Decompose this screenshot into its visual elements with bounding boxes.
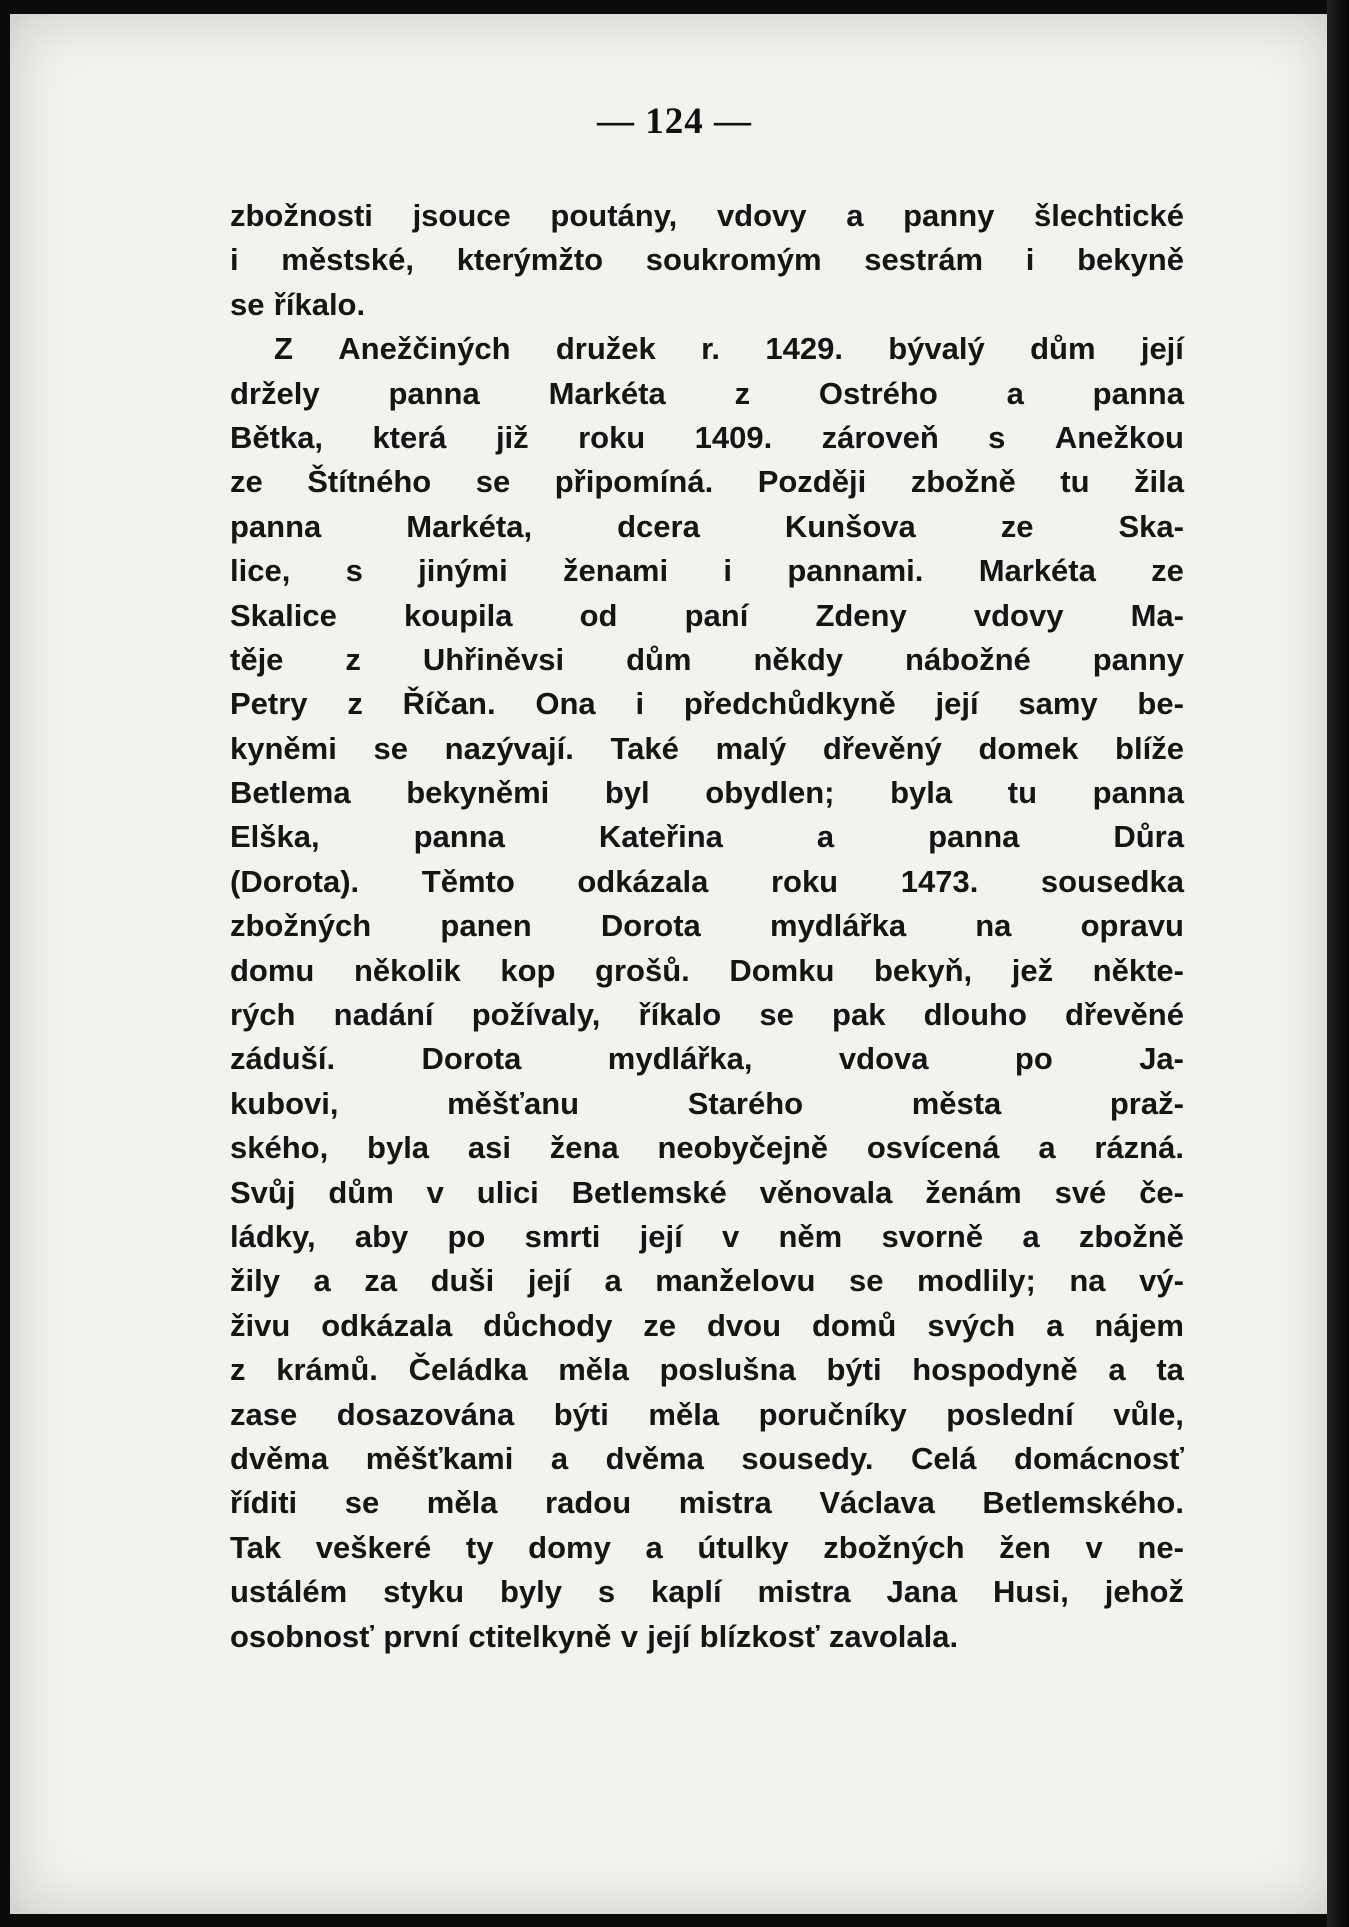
text-line — [230, 771, 1184, 815]
text-word: Skalice — [230, 597, 337, 633]
text-word: Kateřina — [598, 819, 723, 855]
text-word: nábožné — [905, 641, 1031, 677]
text-word: z — [345, 641, 361, 677]
text-word: Jana — [886, 1574, 958, 1610]
text-word: bekyněmi — [406, 775, 550, 811]
text-word: r. — [701, 331, 721, 367]
text-line — [230, 1437, 1184, 1481]
text-word: Tak — [230, 1529, 282, 1565]
text-word: své — [1054, 1174, 1107, 1210]
text-word: dlouho — [923, 997, 1027, 1033]
text-word: dvěma — [230, 1440, 329, 1476]
text-word: a — [1022, 1218, 1040, 1254]
text-word: Celá — [911, 1440, 977, 1476]
text-word: a — [1006, 375, 1024, 411]
text-word: která — [372, 419, 447, 455]
text-word: z — [230, 1352, 246, 1388]
text-word: se — [475, 464, 511, 500]
text-word: i — [723, 553, 733, 589]
text-word: modlily; — [917, 1263, 1036, 1299]
text-word: Ja- — [1139, 1041, 1184, 1077]
text-word: její — [1140, 331, 1184, 367]
text-word: mydlářka — [769, 908, 907, 944]
text-word: z — [734, 375, 751, 411]
text-word: veškeré — [315, 1529, 432, 1565]
text-word: koupila — [403, 597, 513, 633]
text-word: od — [579, 597, 618, 633]
text-word: měla — [426, 1485, 498, 1521]
text-word: říditi — [230, 1485, 298, 1521]
text-word: její — [647, 1618, 691, 1654]
page-number: — 124 — — [597, 101, 752, 142]
text-word: roku — [578, 419, 646, 455]
text-word: těje — [230, 641, 284, 677]
text-word: žena — [549, 1130, 619, 1166]
text-word: bekyně — [1077, 242, 1184, 278]
text-word: její — [639, 1218, 683, 1254]
text-word: jehož — [1104, 1574, 1184, 1610]
text-word: opravu — [1080, 908, 1184, 944]
text-word: zbožných — [823, 1529, 965, 1565]
text-word: poručníky — [758, 1396, 907, 1432]
text-word: domů — [812, 1307, 897, 1343]
text-line — [230, 1526, 1184, 1570]
text-word: ženám — [925, 1174, 1022, 1210]
text-word: domácnosť — [1014, 1440, 1184, 1476]
text-word: Betlemské — [571, 1174, 727, 1210]
text-word: měšťanu — [447, 1085, 580, 1121]
text-word: Husi, — [993, 1574, 1069, 1610]
text-word: mistra — [757, 1574, 851, 1610]
text-word: a — [816, 819, 835, 855]
text-word: malý — [715, 730, 787, 766]
text-word: dům — [1030, 331, 1096, 367]
text-word: měla — [648, 1396, 720, 1432]
text-word: Bětka, — [230, 419, 324, 455]
text-word: byla — [367, 1130, 430, 1166]
text-word: kyněmi — [230, 730, 337, 766]
text-word: Čeládka — [408, 1352, 528, 1388]
text-word: Anežčiných — [338, 331, 511, 367]
text-word: blízkosť — [699, 1618, 820, 1654]
text-word: osvícená — [866, 1130, 1000, 1166]
text-line — [230, 460, 1184, 504]
text-word: soukromým — [645, 242, 822, 278]
text-word: zavolala. — [828, 1618, 959, 1654]
text-line — [230, 638, 1184, 682]
page-edge-shadow — [1327, 0, 1349, 1927]
text-word: družek — [555, 331, 656, 367]
text-word: býti — [553, 1396, 609, 1432]
text-word: ctitelkyně — [468, 1618, 612, 1654]
text-word: někdy — [753, 641, 844, 677]
text-word: domy — [528, 1529, 611, 1565]
text-word: a — [846, 198, 864, 233]
text-word: Domku — [729, 952, 835, 988]
text-word: věnovala — [759, 1174, 893, 1210]
text-word: Štítného — [307, 464, 432, 500]
text-word: obydlen; — [705, 775, 835, 811]
text-word: Později — [757, 464, 867, 500]
text-word: asi — [467, 1130, 511, 1166]
text-word: i — [1025, 242, 1035, 278]
text-line — [230, 1481, 1184, 1525]
text-word: vdova — [838, 1041, 929, 1077]
text-word: se — [230, 286, 265, 322]
text-line — [230, 416, 1184, 460]
text-word: Těmto — [421, 863, 515, 899]
text-word: ustálém — [230, 1574, 348, 1610]
text-word: ty — [465, 1529, 494, 1565]
text-word: dosazována — [336, 1396, 515, 1432]
text-word: sousedka — [1040, 863, 1184, 899]
text-word: se — [848, 1263, 884, 1299]
text-line — [230, 1215, 1184, 1259]
text-word: dřevěné — [1065, 997, 1184, 1033]
text-line — [230, 1082, 1184, 1126]
text-word: poslušna — [659, 1352, 796, 1388]
text-word: dvou — [706, 1307, 782, 1343]
text-word: ne- — [1137, 1529, 1184, 1565]
text-word: vdovy — [973, 597, 1064, 633]
text-word: rých — [230, 997, 296, 1033]
text-line — [230, 860, 1184, 904]
text-word: mydlářka, — [607, 1041, 753, 1077]
text-word: záduší. — [230, 1041, 336, 1077]
text-word: města — [911, 1085, 1002, 1121]
text-line — [230, 238, 1184, 282]
text-word: kterýmžto — [456, 242, 604, 278]
text-word: jinými — [418, 553, 508, 589]
text-word: Ska- — [1118, 508, 1184, 544]
text-word: v — [426, 1174, 444, 1210]
text-line — [230, 505, 1184, 549]
text-word: Markéta — [978, 553, 1096, 589]
text-word: zároveň — [821, 419, 939, 455]
text-line — [230, 949, 1184, 993]
text-word: Kunšova — [784, 508, 916, 544]
text-word: ta — [1156, 1352, 1184, 1388]
text-word: vdovy — [716, 198, 807, 233]
text-word: dvěma — [605, 1440, 704, 1476]
text-word: za — [364, 1263, 398, 1299]
text-word: Elška, — [230, 819, 320, 855]
text-line — [230, 904, 1184, 948]
text-word: panny — [1092, 641, 1184, 677]
text-word: Zdeny — [815, 597, 907, 633]
text-word: Václava — [819, 1485, 935, 1521]
text-word: radou — [545, 1485, 632, 1521]
text-line — [230, 594, 1184, 638]
text-word: ženami — [563, 553, 669, 589]
text-word: pannami. — [787, 553, 924, 589]
text-word: dřevěný — [822, 730, 942, 766]
text-word: ládky, — [230, 1218, 316, 1254]
text-word: panen — [440, 908, 532, 944]
text-word: na — [1069, 1263, 1106, 1299]
text-line — [230, 1304, 1184, 1348]
text-word: byla — [890, 775, 953, 811]
text-line — [230, 549, 1184, 593]
text-line — [230, 283, 1184, 327]
text-word: říkalo. — [273, 286, 366, 322]
text-word: zbožných — [230, 908, 372, 944]
text-word: útulky — [697, 1529, 789, 1565]
text-word: kop — [500, 952, 556, 988]
text-word: sestrám — [864, 242, 984, 278]
text-word: smrti — [524, 1218, 601, 1254]
text-word: žila — [1134, 464, 1184, 500]
text-word: osobnosť — [230, 1618, 375, 1654]
text-word: městské, — [281, 242, 415, 278]
text-word: bývalý — [888, 331, 985, 367]
text-word: pak — [832, 997, 886, 1033]
text-word: a — [550, 1440, 569, 1476]
text-word: odkázala — [577, 863, 709, 899]
text-word: Dorota — [600, 908, 701, 944]
text-line — [230, 815, 1184, 859]
text-word: 1409. — [694, 419, 773, 455]
text-line — [230, 372, 1184, 416]
text-word: lice, — [230, 553, 291, 589]
text-word: zbožně — [1078, 1218, 1184, 1254]
text-word: něm — [778, 1218, 843, 1254]
text-word: říkalo — [638, 997, 722, 1033]
text-line — [230, 327, 1184, 371]
text-word: (Dorota). — [230, 863, 360, 899]
text-word: v — [1085, 1529, 1103, 1565]
text-word: v — [620, 1618, 638, 1654]
text-line — [230, 1037, 1184, 1081]
text-word: a — [313, 1263, 331, 1299]
text-word: kubovi, — [230, 1085, 339, 1121]
text-line — [230, 1615, 1184, 1659]
text-word: hospodyně — [912, 1352, 1078, 1388]
text-word: krámů. — [276, 1352, 378, 1388]
text-word: poslední — [946, 1396, 1074, 1432]
text-word: neobyčejně — [657, 1130, 829, 1166]
text-word: důchody — [483, 1307, 613, 1343]
text-word: se — [759, 997, 794, 1033]
text-word: a — [1046, 1307, 1064, 1343]
text-line — [230, 682, 1184, 726]
text-line — [230, 993, 1184, 1037]
text-word: kaplí — [651, 1574, 722, 1610]
text-word: panna — [928, 819, 1020, 855]
text-word: sousedy. — [741, 1440, 874, 1476]
text-word: Ostrého — [818, 375, 938, 411]
text-word: měšťkami — [365, 1440, 514, 1476]
text-word: z — [347, 686, 363, 722]
text-word: šlechtické — [1034, 198, 1184, 233]
text-word: zbožnosti — [230, 198, 373, 233]
text-word: panny — [903, 198, 995, 233]
text-word: býti — [826, 1352, 882, 1388]
text-word: Svůj — [230, 1174, 296, 1210]
text-word: žily — [230, 1263, 280, 1299]
text-word: živu — [230, 1307, 291, 1343]
text-word: jsouce — [412, 198, 511, 233]
text-word: Anežkou — [1054, 419, 1184, 455]
text-word: dům — [626, 641, 692, 677]
text-word: Dorota — [421, 1041, 522, 1077]
text-word: duši — [430, 1263, 495, 1299]
text-word: Betlemského. — [982, 1485, 1184, 1521]
text-word: grošů. — [595, 952, 690, 988]
text-word: svorně — [881, 1218, 984, 1254]
text-word: panna — [388, 375, 480, 411]
text-word: připomíná. — [554, 464, 714, 500]
text-word: panna — [230, 508, 322, 544]
text-word: nazývají. — [444, 730, 574, 766]
text-word: po — [447, 1218, 486, 1254]
text-word: Ma- — [1130, 597, 1184, 633]
text-word: domek — [978, 730, 1079, 766]
text-word: če- — [1139, 1174, 1184, 1210]
text-word: a — [1108, 1352, 1126, 1388]
text-word: zbožně — [910, 464, 1016, 500]
text-word: ze — [1000, 508, 1034, 544]
text-word: na — [975, 908, 1012, 944]
text-word: vůle, — [1113, 1396, 1184, 1432]
text-word: 1429. — [765, 331, 843, 367]
text-word: Říčan. — [402, 686, 496, 722]
text-word: Také — [610, 730, 679, 766]
text-word: předchůdkyně — [683, 686, 896, 722]
text-word: několik — [353, 952, 461, 988]
text-word: styku — [383, 1574, 465, 1610]
text-word: samy — [1018, 686, 1098, 722]
text-word: Z — [274, 331, 293, 367]
text-word: praž- — [1109, 1085, 1184, 1121]
text-word: s — [345, 553, 363, 589]
text-word: poutány, — [550, 198, 678, 233]
text-word: manželovu — [655, 1263, 816, 1299]
text-word: byl — [604, 775, 650, 811]
text-line — [230, 727, 1184, 771]
text-word: svých — [927, 1307, 1016, 1343]
text-word: dům — [328, 1174, 394, 1210]
text-word: po — [1014, 1041, 1053, 1077]
text-word: vý- — [1139, 1263, 1184, 1299]
text-line — [230, 1570, 1184, 1614]
text-word: blíže — [1115, 730, 1184, 766]
text-word: její — [935, 686, 979, 722]
text-word: paní — [684, 597, 749, 633]
body-text — [230, 194, 1184, 1659]
text-word: někte- — [1092, 952, 1184, 988]
text-word: Betlema — [230, 775, 351, 811]
text-line — [230, 194, 1184, 238]
text-word: již — [495, 419, 529, 455]
text-word: Ona — [535, 686, 596, 722]
text-word: požívaly, — [471, 997, 601, 1033]
text-word: nadání — [333, 997, 434, 1033]
text-word: její — [527, 1263, 571, 1299]
text-line — [230, 1259, 1184, 1303]
text-line — [230, 1171, 1184, 1215]
text-word: i — [635, 686, 645, 722]
text-line — [230, 1393, 1184, 1437]
text-word: byly — [499, 1574, 562, 1610]
text-word: a — [1038, 1130, 1056, 1166]
text-word: Markéta — [548, 375, 666, 411]
text-word: panna — [1092, 775, 1184, 811]
text-word: držely — [230, 375, 320, 411]
text-word: 1473. — [900, 863, 979, 899]
text-word: tu — [1060, 464, 1090, 500]
text-word: s — [988, 419, 1006, 455]
text-word: ze — [643, 1307, 677, 1343]
text-word: i — [230, 242, 239, 278]
text-word: se — [344, 1485, 380, 1521]
text-word: Důra — [1113, 819, 1184, 855]
text-word: žen — [999, 1529, 1051, 1565]
text-line — [230, 1348, 1184, 1392]
text-word: se — [373, 730, 408, 766]
text-word: nájem — [1094, 1307, 1184, 1343]
text-word: a — [604, 1263, 622, 1299]
text-word: měla — [558, 1352, 629, 1388]
text-word: panna — [1092, 375, 1184, 411]
text-word: ze — [1151, 553, 1184, 589]
text-word: roku — [770, 863, 839, 899]
text-word: jež — [1011, 952, 1054, 988]
text-word: první — [383, 1618, 460, 1654]
text-word: odkázala — [321, 1307, 453, 1343]
text-word: domu — [230, 952, 315, 988]
text-word: tu — [1007, 775, 1038, 811]
text-word: v — [721, 1218, 740, 1254]
text-word: s — [597, 1574, 616, 1610]
text-word: rázná. — [1094, 1130, 1184, 1166]
text-line — [230, 1126, 1184, 1170]
text-word: panna — [413, 819, 505, 855]
text-word: ského, — [230, 1130, 329, 1166]
text-word: ulici — [476, 1174, 539, 1210]
text-word: Uhřiněvsi — [422, 641, 565, 677]
text-word: mistra — [678, 1485, 772, 1521]
text-word: a — [645, 1529, 663, 1565]
text-word: Markéta, — [406, 508, 533, 544]
text-word: aby — [354, 1218, 409, 1254]
text-word: bekyň, — [873, 952, 973, 988]
text-word: zase — [230, 1396, 298, 1432]
text-word: dcera — [617, 508, 700, 544]
text-word: be- — [1137, 686, 1184, 722]
text-word: Petry — [230, 686, 308, 722]
text-word: Starého — [687, 1085, 804, 1121]
text-word: ze — [230, 464, 263, 500]
